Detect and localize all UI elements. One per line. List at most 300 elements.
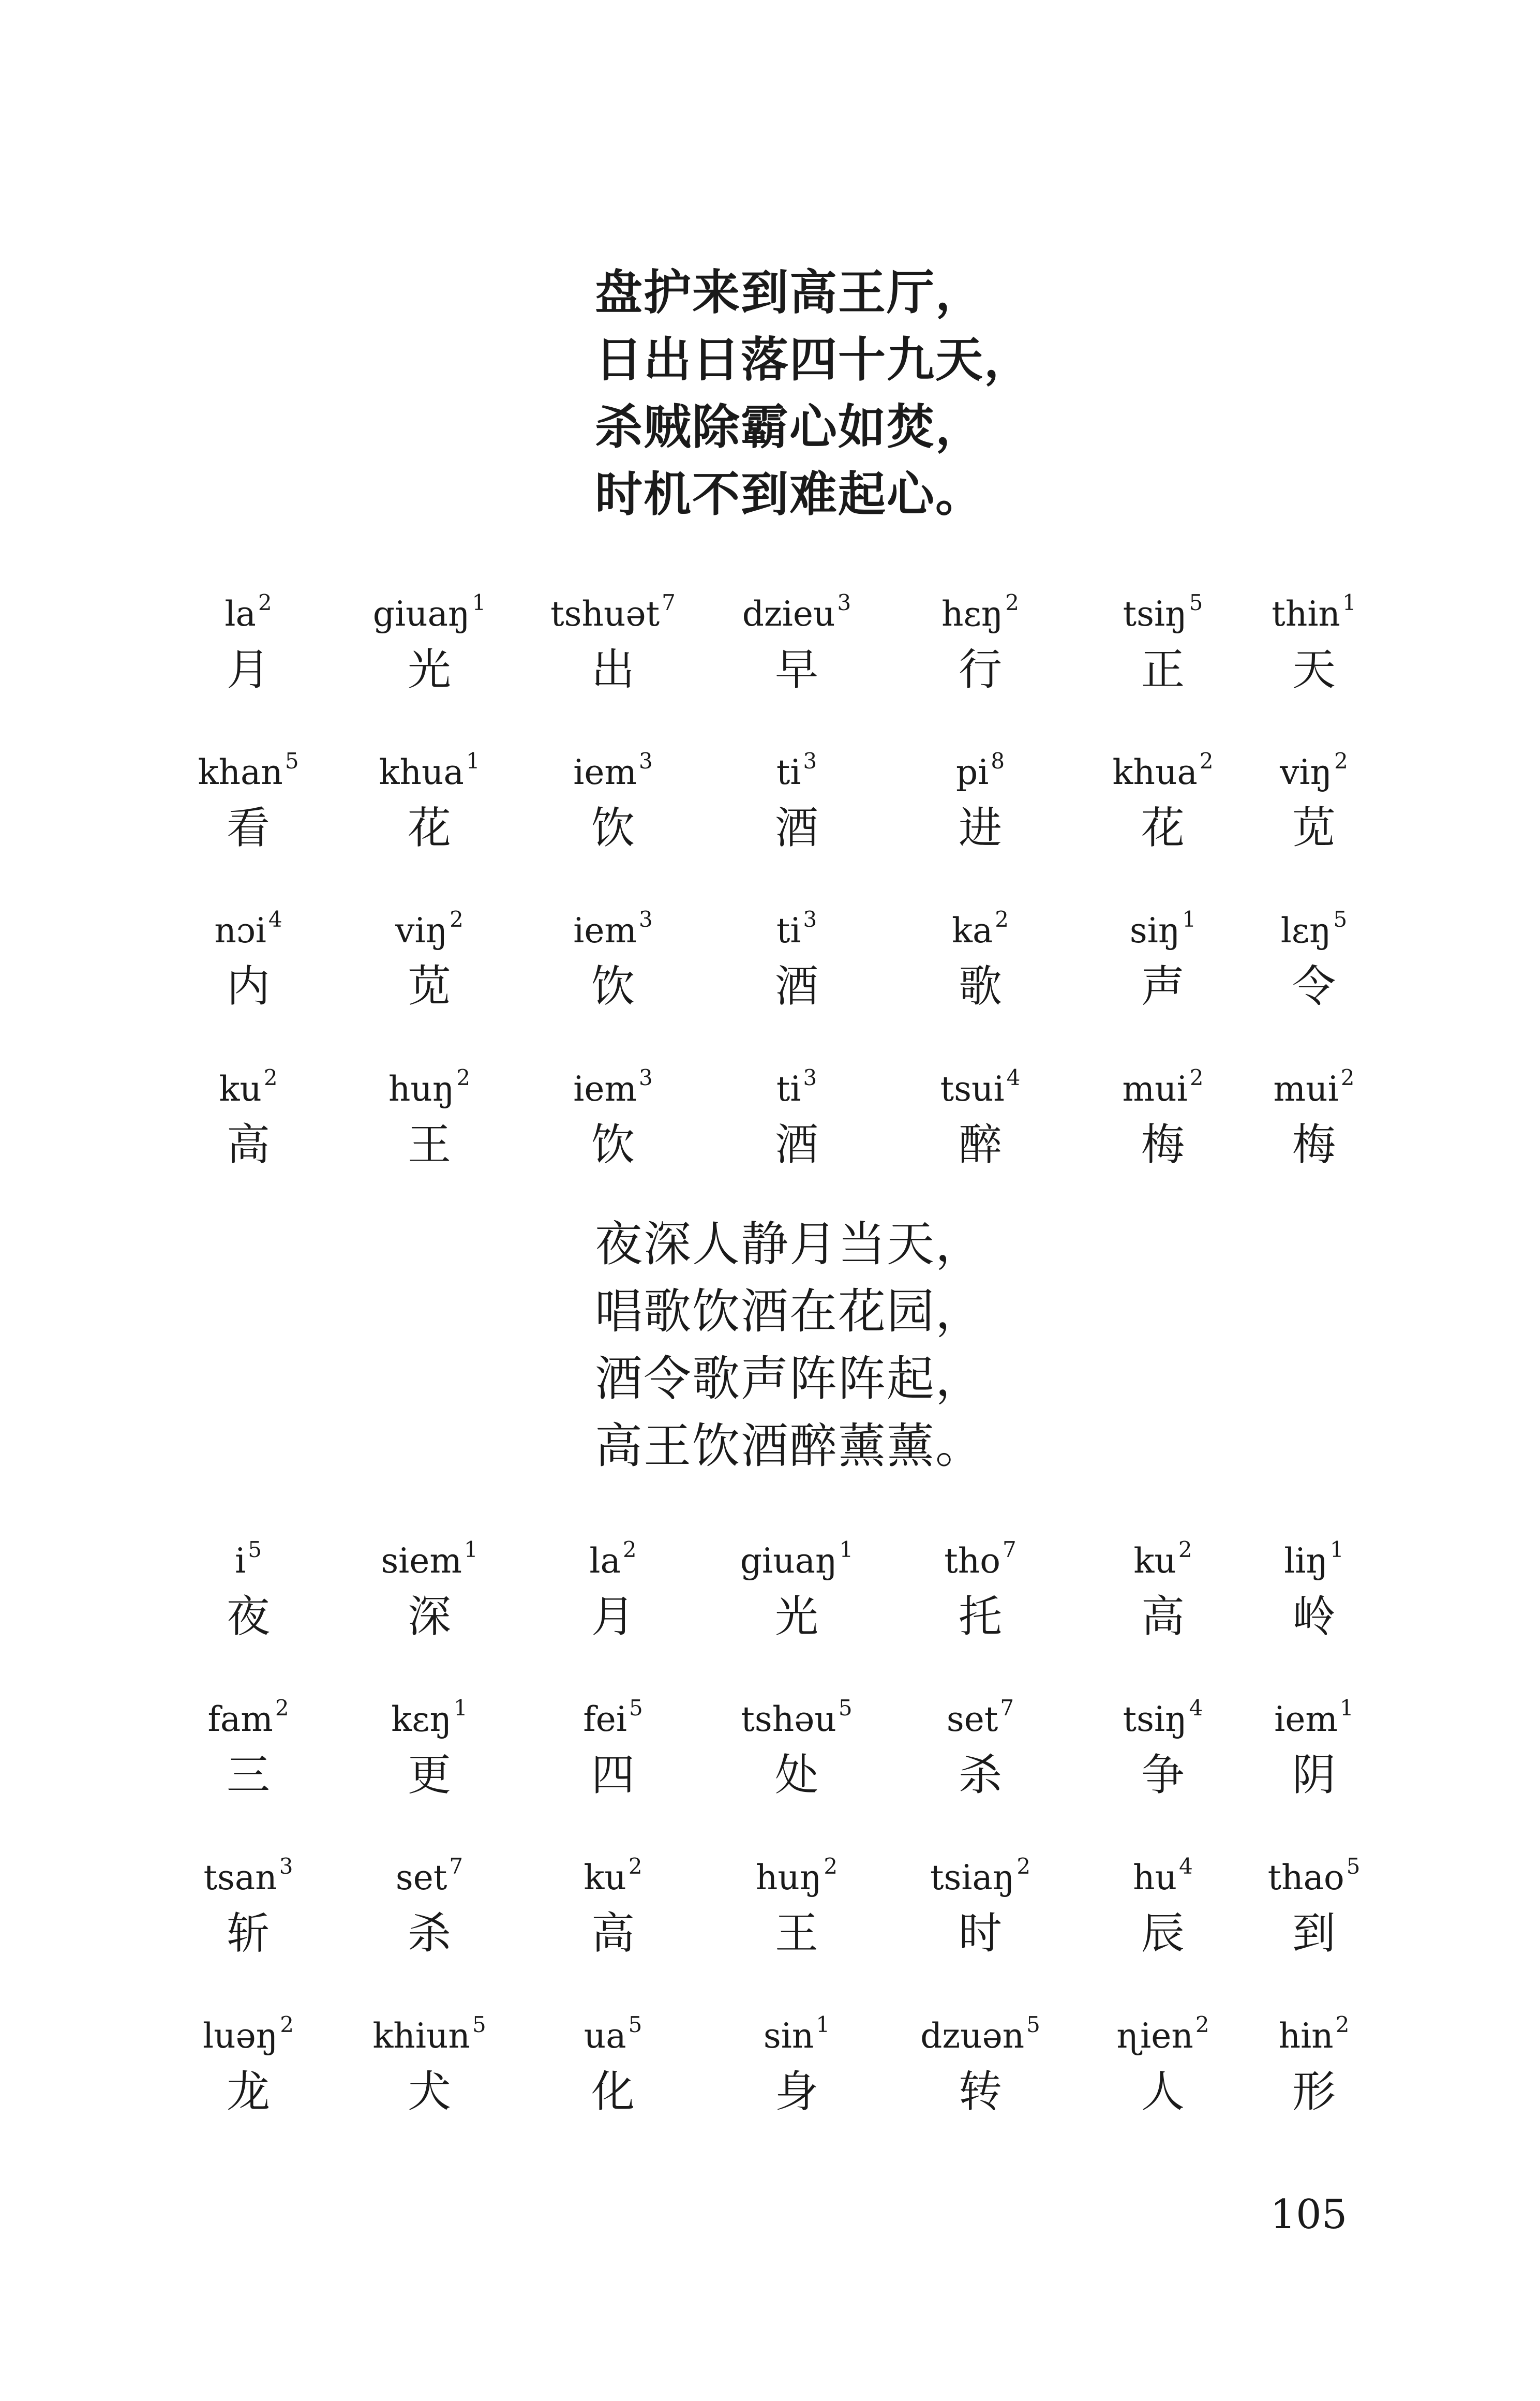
tone-number: 2 — [628, 1854, 642, 1879]
tone-number: 2 — [450, 907, 464, 932]
syllable-cell — [1080, 1996, 1246, 2123]
tone-number: 2 — [1195, 2012, 1209, 2037]
syllable: tsiŋ — [1123, 1699, 1187, 1739]
tone-number: 1 — [1182, 907, 1197, 932]
syllable: ti — [776, 911, 801, 951]
syllable: thin — [1272, 594, 1340, 634]
hanzi-gloss: 歌 — [958, 961, 1002, 1012]
tone-number: 1 — [466, 748, 480, 774]
romanization — [898, 733, 1063, 790]
romanization — [1080, 1049, 1246, 1109]
syllable-cell — [530, 1049, 696, 1176]
romanization — [714, 1680, 879, 1737]
syllable-cell — [347, 1838, 512, 1964]
syllable-cell — [1231, 1049, 1397, 1176]
romanization — [714, 1996, 879, 2056]
syllable: sin — [763, 2016, 814, 2056]
syllable: giuaŋ — [740, 1541, 838, 1581]
tone-number: 5 — [285, 748, 299, 774]
romanization — [1231, 1521, 1397, 1581]
syllable: set — [395, 1858, 447, 1898]
tone-number: 2 — [1016, 1854, 1031, 1879]
romanization — [898, 574, 1063, 634]
tone-number: 2 — [824, 1854, 838, 1879]
tone-number: 1 — [453, 1695, 468, 1721]
hanzi-gloss: 月 — [591, 1591, 635, 1642]
syllable-cell — [1231, 1521, 1397, 1648]
interlinear-row — [171, 1996, 1386, 2155]
syllable-cell — [714, 1838, 879, 1964]
tone-number: 3 — [837, 590, 851, 615]
romanization — [1080, 1838, 1246, 1898]
syllable-cell — [530, 1680, 696, 1806]
tone-number: 2 — [456, 1065, 471, 1090]
romanization — [530, 574, 696, 634]
syllable: giuaŋ — [372, 594, 470, 634]
syllable-cell — [1080, 574, 1246, 701]
tone-number: 3 — [803, 1065, 817, 1090]
syllable-cell — [1080, 1049, 1246, 1176]
tone-number: 1 — [816, 2012, 830, 2037]
syllable: tsui — [940, 1069, 1005, 1109]
hanzi-gloss: 到 — [1292, 1908, 1336, 1959]
hanzi-gloss: 处 — [774, 1750, 818, 1800]
romanization — [898, 1996, 1063, 2056]
romanization — [898, 891, 1063, 951]
tone-number: 1 — [472, 590, 486, 615]
hanzi-gloss: 梅 — [1292, 1119, 1336, 1170]
tone-number: 3 — [639, 907, 653, 932]
stanza-line: 时机不到难起心。 — [595, 466, 984, 522]
syllable-cell — [166, 733, 331, 859]
syllable: iem — [573, 1069, 637, 1109]
tone-number: 3 — [639, 1065, 653, 1090]
hanzi-gloss: 阴 — [1292, 1750, 1336, 1800]
tone-number: 2 — [258, 590, 272, 615]
chinese-stanza — [595, 259, 1371, 528]
syllable-cell — [347, 574, 512, 701]
romanization — [1080, 1996, 1246, 2056]
syllable: iem — [573, 752, 637, 792]
romanization — [166, 1049, 331, 1109]
hanzi-gloss: 托 — [958, 1591, 1002, 1642]
hanzi-gloss: 声 — [1141, 961, 1185, 1012]
hanzi-gloss: 饮 — [591, 803, 635, 853]
romanization — [347, 1521, 512, 1581]
romanization — [714, 733, 879, 790]
syllable-cell — [1231, 1996, 1397, 2123]
romanization — [898, 1521, 1063, 1581]
syllable: fei — [583, 1699, 627, 1739]
hanzi-gloss: 时 — [958, 1908, 1002, 1959]
stanza-line: 杀贼除霸心如焚， — [595, 399, 984, 455]
tone-number: 3 — [279, 1854, 293, 1879]
syllable-cell — [714, 733, 879, 859]
syllable-cell — [898, 733, 1063, 859]
syllable: lɛŋ — [1280, 911, 1332, 951]
hanzi-gloss: 苋 — [407, 961, 451, 1012]
hanzi-gloss: 光 — [407, 644, 451, 695]
hanzi-gloss: 人 — [1141, 2066, 1185, 2117]
syllable-cell — [898, 1996, 1063, 2123]
tone-number: 2 — [995, 907, 1009, 932]
romanization — [1231, 1996, 1397, 2056]
syllable: siŋ — [1129, 911, 1180, 951]
syllable-cell — [347, 1521, 512, 1648]
hanzi-gloss: 身 — [774, 2066, 818, 2117]
hanzi-gloss: 夜 — [226, 1591, 270, 1642]
syllable-cell — [714, 1996, 879, 2123]
tone-number: 2 — [622, 1537, 637, 1562]
hanzi-gloss: 龙 — [226, 2066, 270, 2117]
romanization — [347, 574, 512, 634]
syllable: iem — [573, 911, 637, 951]
syllable: tsiŋ — [1123, 594, 1187, 634]
hanzi-gloss: 岭 — [1292, 1591, 1336, 1642]
hanzi-gloss: 饮 — [591, 1119, 635, 1170]
syllable: thao — [1267, 1858, 1344, 1898]
hanzi-gloss: 犬 — [407, 2066, 451, 2117]
syllable-cell — [1231, 1838, 1397, 1964]
syllable: iem — [1274, 1699, 1338, 1739]
romanization — [1080, 1521, 1246, 1581]
hanzi-gloss: 早 — [774, 644, 818, 695]
tone-number: 5 — [838, 1695, 853, 1721]
syllable-cell — [898, 1049, 1063, 1176]
tone-number: 4 — [268, 907, 282, 932]
romanization — [1080, 733, 1246, 790]
interlinear-row — [171, 733, 1386, 891]
syllable: set — [946, 1699, 998, 1739]
syllable: huŋ — [388, 1069, 455, 1109]
syllable: tsan — [203, 1858, 277, 1898]
syllable-cell — [1080, 733, 1246, 859]
tone-number: 3 — [803, 907, 817, 932]
syllable-cell — [530, 1521, 696, 1648]
tone-number: 5 — [629, 1695, 643, 1721]
romanization — [898, 1049, 1063, 1109]
romanization — [1080, 891, 1246, 951]
tone-number: 2 — [1199, 748, 1214, 774]
tone-number: 5 — [248, 1537, 262, 1562]
syllable-cell — [347, 1680, 512, 1806]
romanization — [347, 1049, 512, 1109]
syllable-cell — [1080, 1521, 1246, 1648]
syllable-cell — [898, 1521, 1063, 1648]
syllable-cell — [530, 733, 696, 859]
tone-number: 1 — [1340, 1695, 1354, 1721]
hanzi-gloss: 正 — [1141, 644, 1185, 695]
stanza-line: 唱歌饮酒在花园， — [595, 1284, 984, 1339]
romanization — [898, 1680, 1063, 1737]
syllable: ka — [951, 911, 993, 951]
tone-number: 3 — [803, 748, 817, 774]
hanzi-gloss: 光 — [774, 1591, 818, 1642]
interlinear-row — [171, 574, 1386, 733]
syllable-cell — [898, 891, 1063, 1017]
syllable: ua — [584, 2016, 626, 2056]
tone-number: 2 — [1340, 1065, 1355, 1090]
syllable: la — [589, 1541, 621, 1581]
interlinear-grid — [171, 1521, 1386, 2155]
romanization — [530, 1049, 696, 1109]
syllable: khiun — [372, 2016, 470, 2056]
hanzi-gloss: 梅 — [1141, 1119, 1185, 1170]
hanzi-gloss: 斩 — [226, 1908, 270, 1959]
page-number: 105 — [1270, 2191, 1348, 2238]
tone-number: 5 — [1189, 590, 1203, 615]
tone-number: 5 — [472, 2012, 486, 2037]
romanization — [1231, 1838, 1397, 1898]
interlinear-row — [171, 1049, 1386, 1208]
syllable: fam — [207, 1699, 273, 1739]
hanzi-gloss: 看 — [226, 803, 270, 853]
syllable-cell — [714, 891, 879, 1017]
tone-number: 3 — [639, 748, 653, 774]
syllable-cell — [714, 1521, 879, 1648]
syllable: tsiaŋ — [930, 1858, 1015, 1898]
hanzi-gloss: 杀 — [407, 1908, 451, 1959]
tone-number: 2 — [1335, 2012, 1350, 2037]
hanzi-gloss: 更 — [407, 1750, 451, 1800]
hanzi-gloss: 三 — [226, 1750, 270, 1800]
syllable: ku — [584, 1858, 626, 1898]
hanzi-gloss: 高 — [1141, 1591, 1185, 1642]
romanization — [1080, 1680, 1246, 1737]
tone-number: 2 — [1334, 748, 1348, 774]
hanzi-gloss: 内 — [226, 961, 270, 1012]
syllable-cell — [1231, 574, 1397, 701]
syllable: ti — [776, 752, 801, 792]
syllable: pi — [955, 752, 989, 792]
interlinear-row — [171, 1838, 1386, 1996]
romanization — [347, 1996, 512, 2056]
syllable-cell — [1231, 891, 1397, 1017]
interlinear-row — [171, 1680, 1386, 1838]
romanization — [714, 891, 879, 951]
tone-number: 1 — [1342, 590, 1356, 615]
romanization — [1231, 574, 1397, 634]
syllable: mui — [1273, 1069, 1339, 1109]
hanzi-gloss: 酒 — [774, 1119, 818, 1170]
tone-number: 7 — [662, 590, 676, 615]
syllable-cell — [347, 1049, 512, 1176]
hanzi-gloss: 深 — [407, 1591, 451, 1642]
tone-number: 2 — [1005, 590, 1019, 615]
syllable-cell — [714, 1049, 879, 1176]
romanization — [530, 733, 696, 790]
syllable: nɔi — [214, 911, 266, 951]
hanzi-gloss: 王 — [774, 1908, 818, 1959]
romanization — [530, 1838, 696, 1898]
syllable-cell — [714, 1680, 879, 1806]
syllable: ku — [1133, 1541, 1176, 1581]
stanza-line: 酒令歌声阵阵起， — [595, 1351, 984, 1406]
tone-number: 7 — [1000, 1695, 1014, 1721]
syllable: hu — [1133, 1858, 1177, 1898]
syllable: khan — [198, 752, 283, 792]
romanization — [166, 1680, 331, 1737]
tone-number: 5 — [1346, 1854, 1360, 1879]
syllable: tshuət — [550, 594, 660, 634]
stanza-line: 盘护来到高王厅， — [595, 264, 984, 320]
syllable-cell — [530, 1996, 696, 2123]
romanization — [347, 1680, 512, 1737]
romanization — [347, 1838, 512, 1898]
hanzi-gloss: 月 — [226, 644, 270, 695]
hanzi-gloss: 转 — [958, 2066, 1002, 2117]
syllable: tho — [944, 1541, 1001, 1581]
romanization — [1231, 891, 1397, 951]
hanzi-gloss: 花 — [407, 803, 451, 853]
syllable-cell — [166, 1838, 331, 1964]
tone-number: 5 — [628, 2012, 642, 2037]
syllable-cell — [1080, 891, 1246, 1017]
syllable-cell — [898, 1680, 1063, 1806]
stanza-line: 高王饮酒醉薰薰。 — [595, 1418, 984, 1474]
romanization — [347, 733, 512, 790]
tone-number: 2 — [1189, 1065, 1204, 1090]
syllable: huŋ — [755, 1858, 822, 1898]
romanization — [1231, 1049, 1397, 1109]
syllable: khua — [379, 752, 464, 792]
hanzi-gloss: 形 — [1292, 2066, 1336, 2117]
syllable: ti — [776, 1069, 801, 1109]
syllable: kɛŋ — [391, 1699, 452, 1739]
hanzi-gloss: 高 — [591, 1908, 635, 1959]
romanization — [530, 1680, 696, 1737]
syllable: ɳien — [1116, 2016, 1193, 2056]
hanzi-gloss: 高 — [226, 1119, 270, 1170]
romanization — [166, 574, 331, 634]
romanization — [166, 891, 331, 951]
tone-number: 1 — [464, 1537, 478, 1562]
hanzi-gloss: 辰 — [1141, 1908, 1185, 1959]
romanization — [530, 1521, 696, 1581]
syllable-cell — [1231, 733, 1397, 859]
syllable: hɛŋ — [941, 594, 1004, 634]
hanzi-gloss: 花 — [1141, 803, 1185, 853]
tone-number: 2 — [263, 1065, 278, 1090]
syllable: viŋ — [1280, 752, 1333, 792]
hanzi-gloss: 化 — [591, 2066, 635, 2117]
syllable: ku — [219, 1069, 262, 1109]
syllable: la — [225, 594, 256, 634]
hanzi-gloss: 四 — [591, 1750, 635, 1800]
romanization — [1231, 733, 1397, 790]
hanzi-gloss: 苋 — [1292, 803, 1336, 853]
hanzi-gloss: 酒 — [774, 803, 818, 853]
hanzi-gloss: 醉 — [958, 1119, 1002, 1170]
syllable: viŋ — [395, 911, 448, 951]
romanization — [347, 891, 512, 951]
romanization — [166, 733, 331, 790]
syllable-cell — [714, 574, 879, 701]
syllable: siem — [381, 1541, 462, 1581]
interlinear-row — [171, 1521, 1386, 1680]
syllable-cell — [166, 1521, 331, 1648]
romanization — [1080, 574, 1246, 634]
tone-number: 2 — [280, 2012, 294, 2037]
romanization — [166, 1996, 331, 2056]
stanza-line: 夜深人静月当天， — [595, 1217, 984, 1272]
tone-number: 4 — [1006, 1065, 1021, 1090]
tone-number: 4 — [1189, 1695, 1203, 1721]
syllable-cell — [347, 733, 512, 859]
syllable: luəŋ — [203, 2016, 278, 2056]
romanization — [166, 1521, 331, 1581]
syllable: tshəu — [741, 1699, 836, 1739]
romanization — [530, 891, 696, 951]
syllable-cell — [898, 1838, 1063, 1964]
hanzi-gloss: 酒 — [774, 961, 818, 1012]
hanzi-gloss: 争 — [1141, 1750, 1185, 1800]
romanization — [714, 574, 879, 634]
romanization — [166, 1838, 331, 1898]
syllable-cell — [166, 1996, 331, 2123]
syllable-cell — [530, 1838, 696, 1964]
syllable: liŋ — [1284, 1541, 1328, 1581]
hanzi-gloss: 行 — [958, 644, 1002, 695]
interlinear-row — [171, 891, 1386, 1049]
hanzi-gloss: 出 — [591, 644, 635, 695]
tone-number: 2 — [1178, 1537, 1192, 1562]
tone-number: 8 — [991, 748, 1005, 774]
hanzi-gloss: 进 — [958, 803, 1002, 853]
syllable: mui — [1122, 1069, 1188, 1109]
hanzi-gloss: 饮 — [591, 961, 635, 1012]
tone-number: 5 — [1333, 907, 1348, 932]
syllable: dzieu — [742, 594, 835, 634]
hanzi-gloss: 令 — [1292, 961, 1336, 1012]
syllable-cell — [166, 574, 331, 701]
syllable: dzuən — [920, 2016, 1025, 2056]
syllable: i — [235, 1541, 246, 1581]
syllable-cell — [1231, 1680, 1397, 1806]
tone-number: 5 — [1026, 2012, 1040, 2037]
syllable-cell — [166, 1680, 331, 1806]
romanization — [530, 1996, 696, 2056]
romanization — [898, 1838, 1063, 1898]
syllable-cell — [347, 891, 512, 1017]
hanzi-gloss: 天 — [1292, 644, 1336, 695]
syllable-cell — [347, 1996, 512, 2123]
tone-number: 2 — [275, 1695, 289, 1721]
syllable-cell — [530, 891, 696, 1017]
syllable: khua — [1112, 752, 1198, 792]
syllable-cell — [166, 891, 331, 1017]
tone-number: 7 — [1003, 1537, 1016, 1562]
syllable-cell — [898, 574, 1063, 701]
syllable-cell — [1080, 1680, 1246, 1806]
tone-number: 1 — [839, 1537, 854, 1562]
syllable-cell — [166, 1049, 331, 1176]
syllable-cell — [1080, 1838, 1246, 1964]
tone-number: 1 — [1330, 1537, 1344, 1562]
tone-number: 7 — [449, 1854, 464, 1879]
romanization — [1231, 1680, 1397, 1737]
tone-number: 4 — [1179, 1854, 1193, 1879]
syllable-cell — [530, 574, 696, 701]
hanzi-gloss: 杀 — [958, 1750, 1002, 1800]
romanization — [714, 1838, 879, 1898]
hanzi-gloss: 王 — [407, 1119, 451, 1170]
stanza-line: 日出日落四十九天， — [595, 332, 1033, 388]
interlinear-grid — [171, 574, 1386, 1208]
romanization — [714, 1521, 879, 1581]
romanization — [714, 1049, 879, 1109]
syllable: hin — [1278, 2016, 1334, 2056]
